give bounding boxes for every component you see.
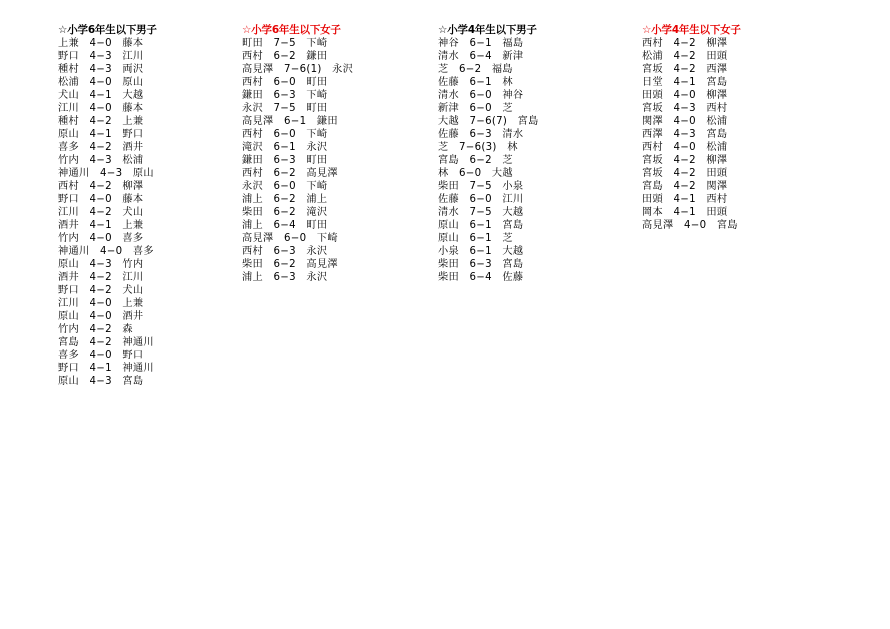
match-list	[58, 37, 157, 388]
match-result: 種村 4−3 両沢	[58, 64, 144, 75]
match-result: 柴田 6−4 佐藤	[438, 272, 524, 283]
column-girls-u4	[642, 24, 741, 232]
match-result: 高見澤 7−6(1) 永沢	[242, 64, 354, 75]
match-result: 犬山 4−1 大越	[58, 90, 144, 101]
column-title: ☆小学4年生以下女子	[642, 24, 741, 36]
match-result: 宮坂 4−2 田頭	[642, 168, 728, 179]
match-result: 酒井 4−2 江川	[58, 272, 144, 283]
match-result: 清水 6−4 新津	[438, 51, 524, 62]
match-result: 喜多 4−0 野口	[58, 350, 144, 361]
match-list	[438, 37, 539, 284]
match-result: 原山 6−1 芝	[438, 233, 513, 244]
match-result: 高見澤 6−1 鎌田	[242, 116, 338, 127]
match-result: 上兼 4−0 藤本	[58, 38, 144, 49]
match-result: 西村 6−0 下崎	[242, 129, 328, 140]
match-result: 江川 4−2 犬山	[58, 207, 144, 218]
match-result: 宮島 6−2 芝	[438, 155, 513, 166]
match-result: 田頭 4−0 柳澤	[642, 90, 728, 101]
match-result: 原山 4−0 酒井	[58, 311, 144, 322]
match-result: 喜多 4−2 酒井	[58, 142, 144, 153]
match-result: 江川 4−0 上兼	[58, 298, 144, 309]
column-boys-u4	[438, 24, 539, 284]
match-result: 永沢 7−5 町田	[242, 103, 328, 114]
match-result: 宮坂 4−2 西澤	[642, 64, 728, 75]
match-result: 神通川 4−0 喜多	[58, 246, 154, 257]
match-result: 原山 4−3 竹内	[58, 259, 144, 270]
match-result: 鎌田 6−3 下崎	[242, 90, 328, 101]
match-result: 浦上 6−2 浦上	[242, 194, 328, 205]
column-title: ☆小学6年生以下女子	[242, 24, 341, 36]
match-result: 小泉 6−1 大越	[438, 246, 524, 257]
match-result: 田頭 4−1 西村	[642, 194, 728, 205]
match-result: 浦上 6−4 町田	[242, 220, 328, 231]
match-result: 佐藤 6−0 江川	[438, 194, 524, 205]
match-result: 西村 6−3 永沢	[242, 246, 328, 257]
match-result: 清水 6−0 神谷	[438, 90, 524, 101]
match-result: 鎌田 6−3 町田	[242, 155, 328, 166]
match-result: 清水 7−5 大越	[438, 207, 524, 218]
match-result: 岡本 4−1 田頭	[642, 207, 728, 218]
match-result: 高見澤 4−0 宮島	[642, 220, 738, 231]
match-list	[242, 37, 353, 284]
match-result: 酒井 4−1 上兼	[58, 220, 144, 231]
match-result: 江川 4−0 藤本	[58, 103, 144, 114]
match-result: 佐藤 6−3 清水	[438, 129, 524, 140]
match-result: 原山 4−3 宮島	[58, 376, 144, 387]
column-boys-u6	[58, 24, 157, 388]
match-result: 柴田 6−2 滝沢	[242, 207, 328, 218]
match-result: 宮島 4−2 関澤	[642, 181, 728, 192]
match-result: 柴田 6−3 宮島	[438, 259, 524, 270]
match-result: 野口 4−2 犬山	[58, 285, 144, 296]
match-result: 柴田 6−2 高見澤	[242, 259, 338, 270]
match-result: 新津 6−0 芝	[438, 103, 513, 114]
match-result: 宮坂 4−3 西村	[642, 103, 728, 114]
match-list	[642, 37, 741, 232]
match-result: 日堂 4−1 宮島	[642, 77, 728, 88]
match-result: 竹内 4−3 松浦	[58, 155, 144, 166]
match-result: 浦上 6−3 永沢	[242, 272, 328, 283]
match-result: 林 6−0 大越	[438, 168, 513, 179]
match-result: 西村 4−2 柳澤	[58, 181, 144, 192]
match-result: 芝 7−6(3) 林	[438, 142, 518, 153]
column-title: ☆小学6年生以下男子	[58, 24, 157, 36]
column-title: ☆小学4年生以下男子	[438, 24, 537, 36]
match-result: 野口 4−0 藤本	[58, 194, 144, 205]
match-result: 高見澤 6−0 下崎	[242, 233, 338, 244]
match-result: 松浦 4−0 原山	[58, 77, 144, 88]
match-result: 芝 6−2 福島	[438, 64, 513, 75]
match-result: 町田 7−5 下崎	[242, 38, 328, 49]
match-result: 西村 6−2 高見澤	[242, 168, 338, 179]
match-result: 竹内 4−0 喜多	[58, 233, 144, 244]
match-result: 関澤 4−0 松浦	[642, 116, 728, 127]
match-result: 野口 4−3 江川	[58, 51, 144, 62]
match-result: 西村 4−0 松浦	[642, 142, 728, 153]
match-result: 佐藤 6−1 林	[438, 77, 513, 88]
match-result: 宮坂 4−2 柳澤	[642, 155, 728, 166]
match-result: 滝沢 6−1 永沢	[242, 142, 328, 153]
match-result: 原山 4−1 野口	[58, 129, 144, 140]
match-result: 大越 7−6(7) 宮島	[438, 116, 539, 127]
match-result: 永沢 6−0 下崎	[242, 181, 328, 192]
match-result: 西村 4−2 柳澤	[642, 38, 728, 49]
match-result: 西澤 4−3 宮島	[642, 129, 728, 140]
match-result: 西村 6−0 町田	[242, 77, 328, 88]
match-result: 種村 4−2 上兼	[58, 116, 144, 127]
match-result: 原山 6−1 宮島	[438, 220, 524, 231]
match-result: 野口 4−1 神通川	[58, 363, 154, 374]
match-result: 神谷 6−1 福島	[438, 38, 524, 49]
column-girls-u6	[242, 24, 353, 284]
match-result: 宮島 4−2 神通川	[58, 337, 154, 348]
match-result: 神通川 4−3 原山	[58, 168, 154, 179]
match-result: 竹内 4−2 森	[58, 324, 133, 335]
match-result: 西村 6−2 鎌田	[242, 51, 328, 62]
match-result: 柴田 7−5 小泉	[438, 181, 524, 192]
match-result: 松浦 4−2 田頭	[642, 51, 728, 62]
